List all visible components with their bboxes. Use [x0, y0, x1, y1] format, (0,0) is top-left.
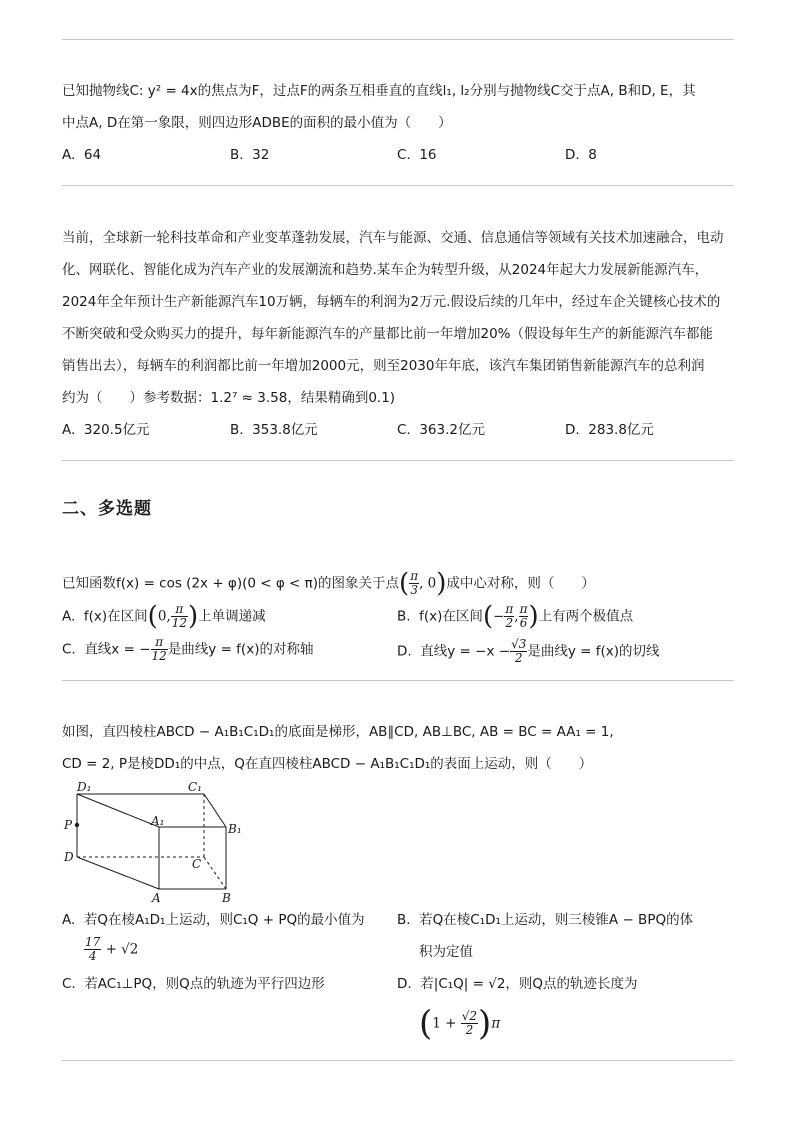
label-a: A [152, 891, 161, 903]
edge-da [77, 857, 159, 889]
q1-stem-line2: 中点A, D在第一象限，则四边形ADBE的面积的最小值为（ ） [62, 115, 452, 131]
label-p: P [64, 818, 73, 832]
q4-option-c[interactable]: C. 若AC₁⊥PQ，则Q点的轨迹为平行四边形 [62, 976, 325, 992]
q3-option-c[interactable]: C. 直线x = − $\frac{\pi}{12}$ 是曲线y = f(x)的对称轴 [62, 635, 314, 663]
label-d: D [64, 850, 74, 864]
edge-cb-hidden [204, 857, 226, 889]
divider-q1 [62, 185, 734, 186]
label-a1: A₁ [151, 814, 165, 828]
q2-stem-line5: 销售出去），每辆车的利润都比前一年增加2000元，则至2030年年底，该汽车集团销售新能源汽车的总利润 [62, 358, 705, 374]
q1-option-c[interactable]: C. 16 [397, 147, 437, 163]
q4-stem-line2: CD = 2, P是棱DD₁的中点，Q在直四棱柱ABCD − A₁B₁C₁D₁的表面上运动，则（ ） [62, 756, 593, 772]
q2-stem-line2: 化、网联化、智能化成为汽车产业的发展潮流和趋势.某车企为转型升级，从2024年起大力发展新能源汽车， [62, 262, 709, 278]
q2-stem-line6: 约为（ ）参考数据：1.2⁷ ≈ 3.58，结果精确到0.1) [62, 390, 396, 406]
point-p [75, 823, 79, 827]
edge-c1b1 [204, 794, 226, 827]
q2-stem-line4: 不断突破和受众购买力的提升，每年新能源汽车的产量都比前一年增加20%（假设每年生产的新能源汽车都能 [62, 326, 714, 342]
q2-stem-line3: 2024年全年预计生产新能源汽车10万辆，每辆车的利润为2万元.假设后续的几年中，经过车企关键核心技术的 [62, 294, 721, 310]
q2-stem-line1: 当前，全球新一轮科技革命和产业变革蓬勃发展，汽车与能源、交通、信息通信等领域有关技术加速融合，电动 [62, 230, 724, 246]
q3-option-a[interactable]: A. f(x)在区间(0, $\frac{\pi}{12}$ )上单调递减 [62, 601, 266, 632]
q3-option-b[interactable]: B. f(x)在区间(− $\frac{\pi}{2}$ , $\frac{\pi}{6}$ )上有两个极值点 [397, 601, 634, 632]
q4-option-b-cont: 积为定值 [419, 944, 473, 960]
label-b: B [222, 891, 231, 903]
q1-option-a[interactable]: A. 64 [62, 147, 102, 163]
label-b1: B₁ [228, 822, 242, 836]
prism-figure [55, 778, 245, 903]
q4-option-b[interactable]: B. 若Q在棱C₁D₁上运动，则三棱锥A − BPQ的体 [397, 912, 694, 928]
label-c1: C₁ [188, 780, 202, 794]
divider-top [62, 39, 734, 40]
divider-bottom [62, 1060, 734, 1061]
section-title: 二、多选题 [62, 499, 152, 519]
q4-stem-line1: 如图，直四棱柱ABCD − A₁B₁C₁D₁的底面是梯形，AB∥CD, AB⊥BC, AB = BC = AA₁ = 1, [62, 724, 614, 740]
q2-option-a[interactable]: A. 320.5亿元 [62, 422, 150, 438]
divider-q2 [62, 460, 734, 461]
q3-option-d[interactable]: D. 直线y = −x − $\frac{√3}{2}$ 是曲线y = f(x)的切线 [397, 637, 660, 665]
q4-option-d[interactable]: D. 若|C₁Q| = √2，则Q点的轨迹长度为 [397, 976, 638, 992]
edge-d1a1 [77, 794, 159, 827]
label-c: C [192, 857, 202, 871]
q2-option-b[interactable]: B. 353.8亿元 [230, 422, 318, 438]
q4-option-d-value: (1 + $\frac{√2}{2}$ )π [419, 1003, 501, 1044]
q4-option-a[interactable]: A. 若Q在棱A₁D₁上运动，则C₁Q + PQ的最小值为 [62, 912, 365, 928]
q2-option-d[interactable]: D. 283.8亿元 [565, 422, 654, 438]
label-d1: D₁ [77, 780, 92, 794]
q3-stem: 已知函数f(x) = cos (2x + φ)(0 < φ < π)的图象关于点( $\frac{\pi}{3}$ , 0)成中心对称，则（ ） [62, 568, 595, 599]
q1-option-b[interactable]: B. 32 [230, 147, 270, 163]
q4-option-a-value: $\frac{17}{4}$ + √2 [85, 935, 139, 963]
divider-q3 [62, 680, 734, 681]
q2-option-c[interactable]: C. 363.2亿元 [397, 422, 485, 438]
q1-option-d[interactable]: D. 8 [565, 147, 597, 163]
q1-stem-line1: 已知抛物线C: y² = 4x的焦点为F，过点F的两条互相垂直的直线l₁, l₂分别与抛物线C交于点A, B和D, E，其 [62, 83, 696, 99]
